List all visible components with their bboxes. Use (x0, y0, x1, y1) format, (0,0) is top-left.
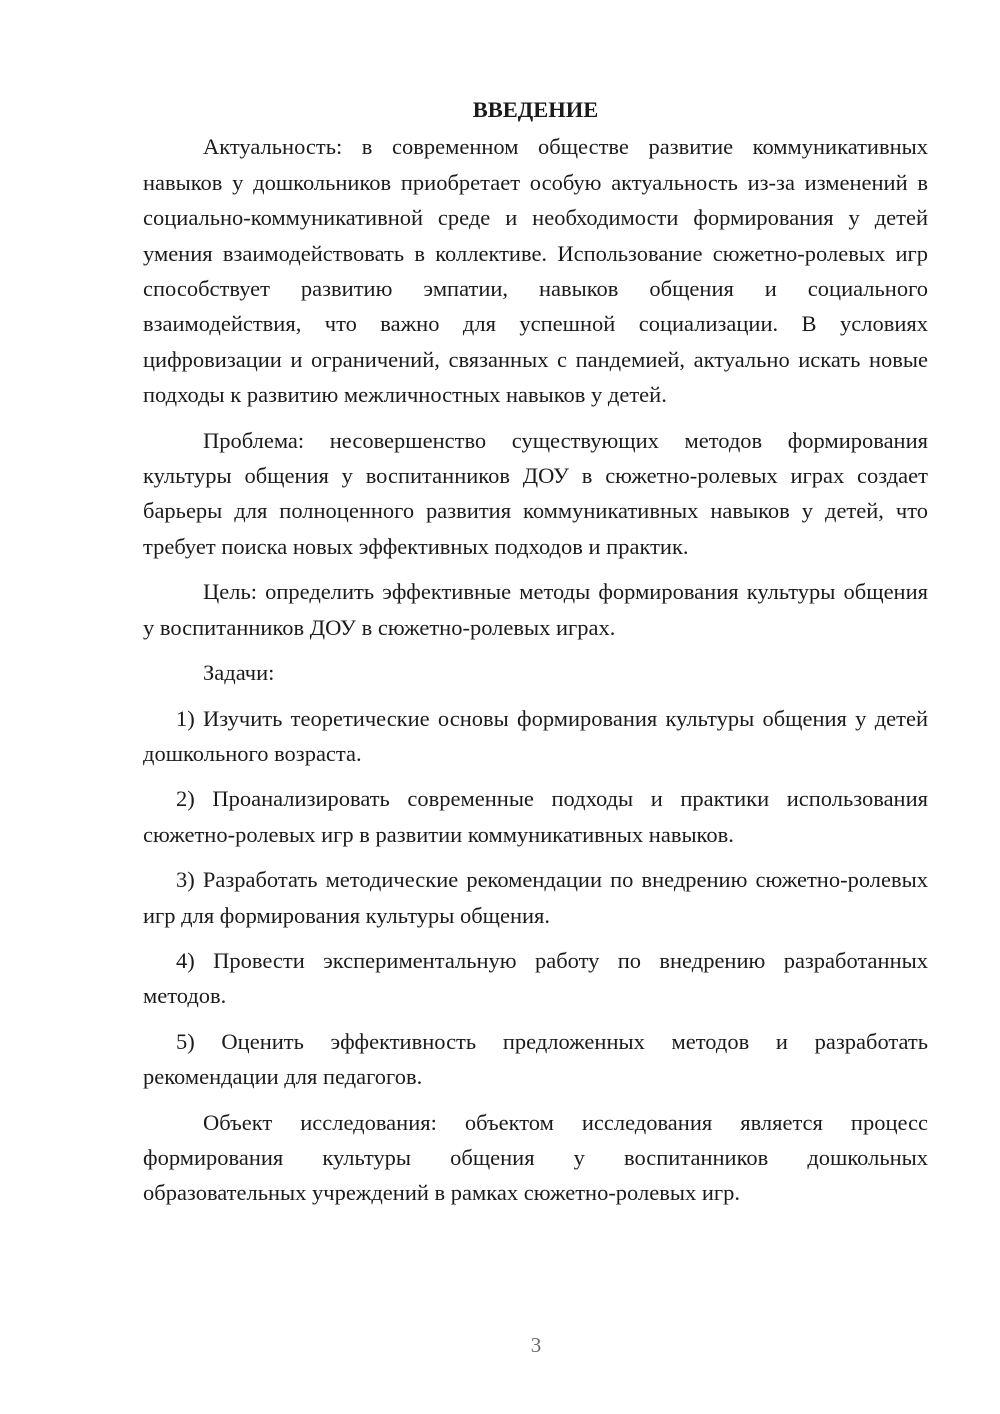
task-item-1: 1) Изучить теоретические основы формирования культуры общения у детей дошкольного возраста. (143, 705, 928, 766)
task-item-4: 4) Провести экспериментальную работу по внедрению разработанных методов. (143, 947, 928, 1009)
task-item-5: 5) Оценить эффективность предложенных методов и разработать рекомендации для педагогов. (143, 1028, 928, 1090)
page-number: 3 (530, 1333, 542, 1357)
page-body (143, 92, 928, 1211)
task-item-3: 3) Разработать методические рекомендации по внедрению сюжетно-ролевых игр для формирования культуры общения. (143, 867, 928, 928)
task-item-2: 2) Проанализировать современные подходы и практики использования сюжетно-ролевых игр в развитии коммуникативных навыков. (143, 786, 928, 847)
section-heading: ВВЕДЕНИЕ (472, 97, 599, 122)
goal-paragraph: Цель: определить эффективные методы формирования культуры общения у воспитанников ДОУ в сюжетно-ролевых играх. (143, 579, 928, 640)
tasks-label: Задачи: (203, 660, 275, 686)
relevance-paragraph: Актуальность: в современном обществе развитие коммуникативных навыков у дошкольников приобретает особую актуальность из-за изменений в социально-коммуникативной среде и необходимости формирования у детей умения взаимодействовать в коллективе. Использование сюжетно-ролевых игр способствует развитию эмпатии, навыков общения и социального взаимодействия, что важно для успешной социализации. В условиях цифровизации и ограничений, связанных с пандемией, актуально искать новые подходы к развитию межличностных навыков у детей. (143, 134, 928, 408)
object-paragraph: Объект исследования: объектом исследования является процесс формирования культуры общения у воспитанников дошкольных образовательных учреждений в рамках сюжетно-ролевых игр. (143, 1109, 928, 1206)
problem-paragraph: Проблема: несовершенство существующих методов формирования культуры общения у воспитанников ДОУ в сюжетно-ролевых играх создает барьеры для полноценного развития коммуникативных навыков у детей, что требует поиска новых эффективных подходов и практик. (143, 427, 928, 559)
